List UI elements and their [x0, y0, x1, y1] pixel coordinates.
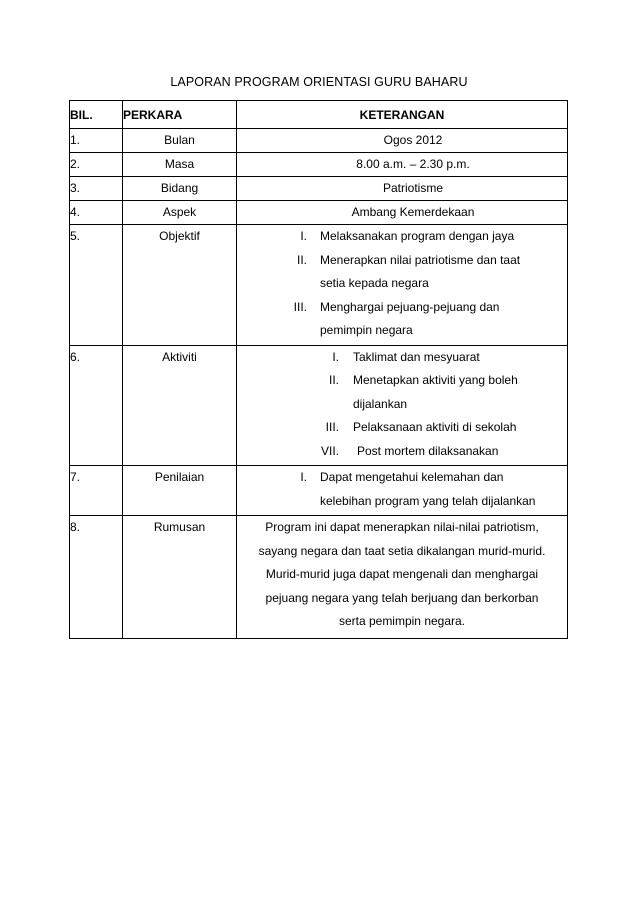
rumusan-line: pejuang negara yang telah berjuang dan berkorban	[265, 590, 539, 605]
row-perkara: Masa	[164, 157, 195, 171]
rumusan-line: sayang negara dan taat setia dikalangan murid-murid.	[258, 543, 546, 558]
row-number: 6.	[70, 349, 81, 364]
list-item	[237, 369, 567, 393]
row-number: 2.	[70, 157, 81, 171]
item-number: I.	[300, 470, 307, 484]
item-text-continued: kelebihan program yang telah dijalankan	[320, 493, 536, 508]
item-number: I.	[332, 349, 339, 364]
item-text: Menghargai pejuang-pejuang dan	[320, 299, 500, 314]
item-number: VII.	[320, 443, 339, 458]
item-number: II.	[296, 252, 307, 267]
row-perkara: Objektif	[159, 229, 200, 243]
table-row-bulan	[70, 129, 568, 153]
row-number: 7.	[70, 470, 81, 484]
row-number: 1.	[70, 133, 81, 147]
item-text: Dapat mengetahui kelemahan dan	[320, 470, 504, 484]
table-header-row	[70, 101, 568, 129]
header-bil: BIL.	[70, 101, 123, 129]
item-number: III.	[325, 420, 339, 434]
item-text: Menetapkan aktiviti yang boleh	[353, 373, 518, 387]
item-text: Pelaksanaan aktiviti di sekolah	[353, 420, 517, 434]
row-perkara: Penilaian	[154, 470, 205, 484]
rumusan-line: Program ini dapat menerapkan nilai-nilai patriotism,	[265, 520, 539, 534]
item-text-continued: pemimpin negara	[320, 323, 413, 337]
item-text-continued: dijalankan	[353, 396, 408, 411]
table-row-objektif	[70, 225, 568, 346]
table-row-rumusan	[70, 516, 568, 639]
row-number: 8.	[70, 520, 81, 534]
item-text: Melaksanakan program dengan jaya	[320, 229, 515, 243]
table-row-bidang	[70, 177, 568, 201]
list-item	[237, 466, 567, 490]
row-keterangan: Ambang Kemerdekaan	[351, 205, 475, 219]
list-item	[237, 296, 567, 320]
row-number: 5.	[70, 229, 81, 243]
table-row-aspek	[70, 201, 568, 225]
row-number: 4.	[70, 205, 81, 219]
item-text: Taklimat dan mesyuarat	[353, 349, 480, 364]
header-perkara: PERKARA	[123, 101, 237, 129]
header-keterangan: KETERANGAN	[237, 101, 568, 129]
table-row-masa	[70, 153, 568, 177]
row-perkara: Aktiviti	[162, 349, 197, 364]
row-perkara: Aspek	[162, 205, 197, 219]
report-table	[69, 100, 568, 639]
row-keterangan: Ogos 2012	[383, 133, 443, 147]
row-perkara: Rumusan	[153, 520, 206, 534]
item-number: I.	[300, 229, 307, 243]
item-text: Menerapkan nilai patriotisme dan taat	[320, 252, 521, 267]
list-item	[237, 440, 567, 464]
item-number: III.	[293, 299, 307, 314]
table-row-penilaian	[70, 466, 568, 516]
list-item	[237, 225, 567, 249]
row-perkara: Bulan	[164, 133, 195, 147]
row-keterangan: Patriotisme	[382, 181, 444, 195]
rumusan-line: Murid-murid juga dapat mengenali dan menghargai	[265, 567, 539, 581]
rumusan-line: serta pemimpin negara.	[338, 614, 466, 628]
list-item	[237, 249, 567, 273]
row-number: 3.	[70, 181, 81, 195]
row-perkara: Bidang	[160, 181, 199, 195]
row-keterangan: 8.00 a.m. – 2.30 p.m.	[356, 157, 470, 171]
list-item	[237, 346, 567, 370]
table-row-aktiviti	[70, 345, 568, 466]
item-number: II.	[328, 373, 339, 387]
item-text: Post mortem dilaksanakan	[357, 443, 499, 458]
item-text-continued: setia kepada negara	[320, 276, 429, 290]
document-title: LAPORAN PROGRAM ORIENTASI GURU BAHARU	[170, 75, 468, 89]
list-item	[237, 416, 567, 440]
